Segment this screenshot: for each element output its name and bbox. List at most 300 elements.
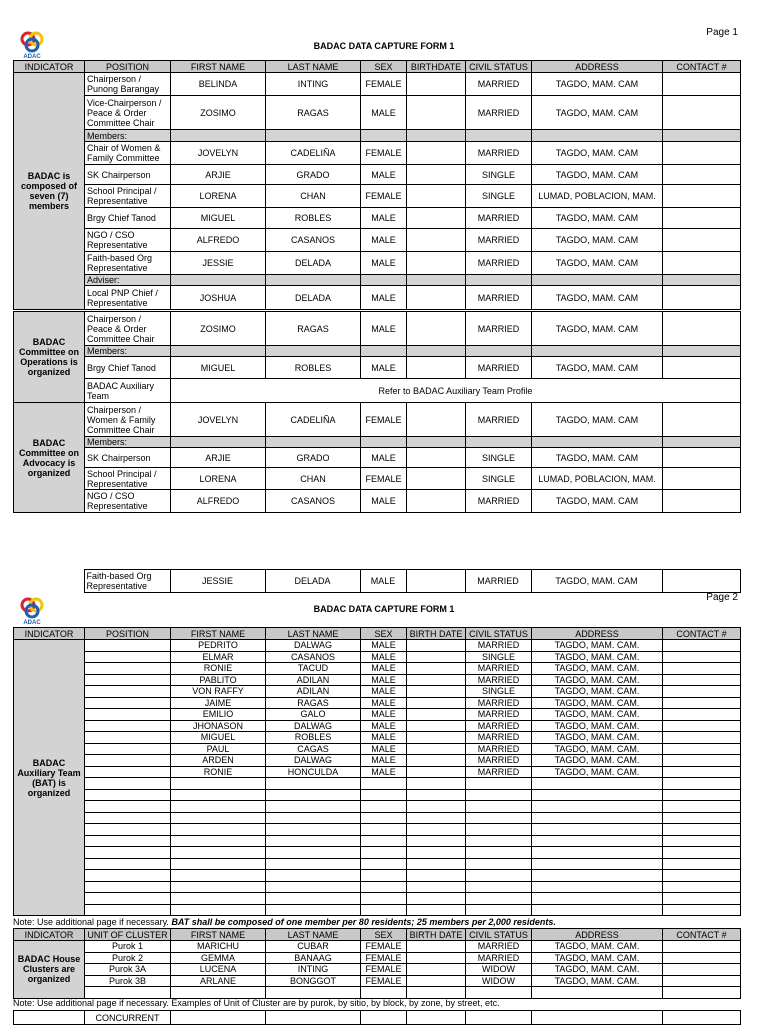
civil-status-cell[interactable]: MARRIED (466, 709, 532, 721)
birthdate-cell[interactable] (407, 952, 466, 964)
contact-cell[interactable] (663, 720, 741, 732)
birthdate-cell[interactable] (407, 870, 466, 882)
birthdate-cell[interactable] (407, 403, 466, 437)
last-name-cell[interactable]: INTING (266, 964, 361, 976)
address-cell[interactable]: TAGDO, MAM. CAM (532, 142, 663, 165)
civil-status-cell[interactable]: MARRIED (466, 732, 532, 744)
civil-status-cell[interactable]: MARRIED (466, 142, 532, 165)
unit-of-cluster-cell[interactable]: Purok 1 (85, 941, 171, 953)
contact-cell[interactable] (663, 697, 741, 709)
birthdate-cell[interactable] (407, 987, 466, 999)
last-name-cell[interactable] (266, 835, 361, 847)
unit-of-cluster-cell[interactable]: Purok 3A (85, 964, 171, 976)
position-cell[interactable] (85, 743, 171, 755)
civil-status-cell[interactable] (466, 778, 532, 790)
first-name-cell[interactable] (171, 904, 266, 916)
contact-cell[interactable] (663, 941, 741, 953)
civil-status-cell[interactable]: SINGLE (466, 686, 532, 698)
sex-cell[interactable] (361, 904, 407, 916)
first-name-cell[interactable]: MIGUEL (171, 357, 266, 379)
contact-cell[interactable] (663, 987, 741, 999)
birthdate-cell[interactable] (407, 73, 466, 96)
sex-cell[interactable] (361, 870, 407, 882)
contact-cell[interactable] (663, 847, 741, 859)
first-name-cell[interactable] (171, 824, 266, 836)
unit-of-cluster-cell[interactable]: Purok 2 (85, 952, 171, 964)
contact-cell[interactable] (663, 73, 741, 96)
contact-cell[interactable] (663, 835, 741, 847)
address-cell[interactable] (532, 904, 663, 916)
position-cell[interactable] (85, 835, 171, 847)
contact-cell[interactable] (663, 252, 741, 275)
sex-cell[interactable]: MALE (360, 570, 406, 593)
position-cell[interactable] (85, 893, 171, 905)
sex-cell[interactable] (361, 987, 407, 999)
sex-cell[interactable]: MALE (361, 674, 407, 686)
position-cell[interactable] (85, 881, 171, 893)
first-name-cell[interactable]: PAUL (171, 743, 266, 755)
contact-cell[interactable] (663, 870, 741, 882)
last-name-cell[interactable]: DALWAG (266, 755, 361, 767)
last-name-cell[interactable] (266, 893, 361, 905)
civil-status-cell[interactable]: MARRIED (466, 755, 532, 767)
address-cell[interactable]: TAGDO, MAM. CAM (531, 570, 662, 593)
first-name-cell[interactable]: LORENA (171, 468, 266, 490)
contact-cell[interactable] (663, 964, 741, 976)
birthdate-cell[interactable] (407, 824, 466, 836)
first-name-cell[interactable]: ALFREDO (171, 229, 266, 252)
position-cell[interactable] (85, 812, 171, 824)
civil-status-cell[interactable] (466, 904, 532, 916)
civil-status-cell[interactable]: MARRIED (466, 766, 532, 778)
birthdate-cell[interactable] (407, 941, 466, 953)
civil-status-cell[interactable] (466, 870, 532, 882)
position-cell[interactable] (85, 778, 171, 790)
last-name-cell[interactable]: ADILAN (266, 674, 361, 686)
sex-cell[interactable]: MALE (361, 663, 407, 675)
sex-cell[interactable] (361, 881, 407, 893)
address-cell[interactable]: TAGDO, MAM. CAM. (532, 686, 663, 698)
first-name-cell[interactable]: ZOSIMO (171, 312, 266, 346)
contact-cell[interactable] (663, 312, 741, 346)
last-name-cell[interactable]: CUBAR (266, 941, 361, 953)
last-name-cell[interactable]: RAGAS (266, 697, 361, 709)
first-name-cell[interactable]: MIGUEL (171, 732, 266, 744)
birthdate-cell[interactable] (407, 847, 466, 859)
first-name-cell[interactable]: MARICHU (171, 941, 266, 953)
civil-status-cell[interactable] (466, 801, 532, 813)
contact-cell[interactable] (663, 755, 741, 767)
birthdate-cell[interactable] (407, 720, 466, 732)
address-cell[interactable]: TAGDO, MAM. CAM (532, 490, 663, 513)
address-cell[interactable] (532, 847, 663, 859)
first-name-cell[interactable]: JOVELYN (171, 142, 266, 165)
last-name-cell[interactable]: DELADA (266, 252, 361, 275)
address-cell[interactable]: TAGDO, MAM. CAM (532, 73, 663, 96)
address-cell[interactable]: TAGDO, MAM. CAM. (532, 975, 663, 987)
position-cell[interactable] (85, 674, 171, 686)
last-name-cell[interactable]: DALWAG (266, 720, 361, 732)
sex-cell[interactable]: MALE (361, 286, 407, 310)
address-cell[interactable]: TAGDO, MAM. CAM (532, 357, 663, 379)
sex-cell[interactable]: MALE (361, 252, 407, 275)
contact-cell[interactable] (663, 732, 741, 744)
address-cell[interactable]: TAGDO, MAM. CAM (532, 312, 663, 346)
birthdate-cell[interactable] (407, 743, 466, 755)
contact-cell[interactable] (663, 858, 741, 870)
position-cell[interactable] (85, 755, 171, 767)
birthdate-cell[interactable] (407, 801, 466, 813)
first-name-cell[interactable] (171, 778, 266, 790)
first-name-cell[interactable]: LUCENA (171, 964, 266, 976)
birthdate-cell[interactable] (407, 964, 466, 976)
position-cell[interactable] (85, 870, 171, 882)
birthdate-cell[interactable] (407, 789, 466, 801)
birthdate-cell[interactable] (407, 663, 466, 675)
birthdate-cell[interactable] (407, 229, 466, 252)
birthdate-cell[interactable] (407, 732, 466, 744)
civil-status-cell[interactable]: MARRIED (466, 357, 532, 379)
address-cell[interactable] (532, 987, 663, 999)
position-cell[interactable] (85, 697, 171, 709)
contact-cell[interactable] (663, 743, 741, 755)
civil-status-cell[interactable]: MARRIED (466, 403, 532, 437)
address-cell[interactable] (532, 801, 663, 813)
last-name-cell[interactable]: GRADO (266, 448, 361, 468)
position-cell[interactable] (85, 651, 171, 663)
sex-cell[interactable]: MALE (361, 357, 407, 379)
address-cell[interactable]: TAGDO, MAM. CAM. (532, 755, 663, 767)
last-name-cell[interactable] (266, 870, 361, 882)
contact-cell[interactable] (663, 778, 741, 790)
last-name-cell[interactable]: CASANOS (266, 229, 361, 252)
position-cell[interactable] (85, 824, 171, 836)
civil-status-cell[interactable]: MARRIED (466, 743, 532, 755)
last-name-cell[interactable]: ROBLES (266, 357, 361, 379)
first-name-cell[interactable] (171, 801, 266, 813)
contact-cell[interactable] (663, 490, 741, 513)
sex-cell[interactable]: MALE (361, 766, 407, 778)
civil-status-cell[interactable] (466, 987, 532, 999)
address-cell[interactable]: TAGDO, MAM. CAM (532, 96, 663, 130)
civil-status-cell[interactable]: MARRIED (466, 252, 532, 275)
civil-status-cell[interactable]: MARRIED (466, 640, 532, 652)
sex-cell[interactable]: MALE (361, 490, 407, 513)
birthdate-cell[interactable] (407, 96, 466, 130)
address-cell[interactable]: TAGDO, MAM. CAM. (532, 964, 663, 976)
last-name-cell[interactable]: CASANOS (266, 490, 361, 513)
position-cell[interactable] (85, 766, 171, 778)
birthdate-cell[interactable] (407, 893, 466, 905)
sex-cell[interactable]: FEMALE (361, 142, 407, 165)
civil-status-cell[interactable] (466, 881, 532, 893)
address-cell[interactable]: TAGDO, MAM. CAM. (532, 674, 663, 686)
birthdate-cell[interactable] (407, 858, 466, 870)
first-name-cell[interactable]: BELINDA (171, 73, 266, 96)
birthdate-cell[interactable] (407, 766, 466, 778)
first-name-cell[interactable]: JESSIE (170, 570, 265, 593)
contact-cell[interactable] (663, 801, 741, 813)
birthdate-cell[interactable] (407, 468, 466, 490)
sex-cell[interactable] (361, 801, 407, 813)
sex-cell[interactable]: MALE (361, 743, 407, 755)
last-name-cell[interactable]: TACUD (266, 663, 361, 675)
first-name-cell[interactable]: ARLANE (171, 975, 266, 987)
last-name-cell[interactable] (266, 987, 361, 999)
first-name-cell[interactable]: JESSIE (171, 252, 266, 275)
first-name-cell[interactable] (171, 812, 266, 824)
contact-cell[interactable] (663, 403, 741, 437)
last-name-cell[interactable]: CAGAS (266, 743, 361, 755)
birthdate-cell[interactable] (406, 570, 465, 593)
last-name-cell[interactable]: RAGAS (266, 96, 361, 130)
position-cell[interactable] (85, 858, 171, 870)
first-name-cell[interactable]: VON RAFFY (171, 686, 266, 698)
first-name-cell[interactable]: ARJIE (171, 448, 266, 468)
unit-of-cluster-cell[interactable]: Purok 3B (85, 975, 171, 987)
first-name-cell[interactable]: JAIME (171, 697, 266, 709)
birthdate-cell[interactable] (407, 142, 466, 165)
sex-cell[interactable]: MALE (361, 651, 407, 663)
last-name-cell[interactable]: HONCULDA (266, 766, 361, 778)
address-cell[interactable] (532, 881, 663, 893)
birthdate-cell[interactable] (407, 904, 466, 916)
contact-cell[interactable] (663, 709, 741, 721)
address-cell[interactable]: TAGDO, MAM. CAM. (532, 720, 663, 732)
last-name-cell[interactable]: BONGGOT (266, 975, 361, 987)
sex-cell[interactable]: FEMALE (361, 185, 407, 208)
address-cell[interactable] (532, 778, 663, 790)
address-cell[interactable]: TAGDO, MAM. CAM. (532, 941, 663, 953)
address-cell[interactable] (532, 858, 663, 870)
last-name-cell[interactable] (266, 801, 361, 813)
contact-cell[interactable] (663, 674, 741, 686)
sex-cell[interactable]: FEMALE (361, 468, 407, 490)
birthdate-cell[interactable] (407, 835, 466, 847)
first-name-cell[interactable]: RONIE (171, 663, 266, 675)
first-name-cell[interactable] (171, 847, 266, 859)
first-name-cell[interactable] (171, 987, 266, 999)
first-name-cell[interactable] (171, 789, 266, 801)
position-cell[interactable] (85, 732, 171, 744)
contact-cell[interactable] (663, 208, 741, 229)
contact-cell[interactable] (663, 185, 741, 208)
first-name-cell[interactable]: RONIE (171, 766, 266, 778)
contact-cell[interactable] (662, 570, 740, 593)
first-name-cell[interactable] (171, 870, 266, 882)
last-name-cell[interactable]: GALO (266, 709, 361, 721)
birthdate-cell[interactable] (407, 755, 466, 767)
birthdate-cell[interactable] (407, 975, 466, 987)
contact-cell[interactable] (663, 812, 741, 824)
last-name-cell[interactable]: CHAN (266, 185, 361, 208)
contact-cell[interactable] (663, 142, 741, 165)
birthdate-cell[interactable] (407, 312, 466, 346)
civil-status-cell[interactable]: SINGLE (466, 165, 532, 185)
first-name-cell[interactable]: ARJIE (171, 165, 266, 185)
sex-cell[interactable]: FEMALE (361, 964, 407, 976)
birthdate-cell[interactable] (407, 165, 466, 185)
contact-cell[interactable] (663, 904, 741, 916)
first-name-cell[interactable]: MIGUEL (171, 208, 266, 229)
first-name-cell[interactable]: GEMMA (171, 952, 266, 964)
civil-status-cell[interactable]: MARRIED (466, 229, 532, 252)
sex-cell[interactable]: FEMALE (361, 941, 407, 953)
sex-cell[interactable]: MALE (361, 448, 407, 468)
first-name-cell[interactable]: PABLITO (171, 674, 266, 686)
civil-status-cell[interactable]: MARRIED (466, 941, 532, 953)
birthdate-cell[interactable] (407, 812, 466, 824)
address-cell[interactable] (532, 789, 663, 801)
address-cell[interactable]: LUMAD, POBLACION, MAM. (532, 468, 663, 490)
contact-cell[interactable] (663, 881, 741, 893)
address-cell[interactable]: TAGDO, MAM. CAM (532, 403, 663, 437)
contact-cell[interactable] (663, 357, 741, 379)
address-cell[interactable]: TAGDO, MAM. CAM (532, 165, 663, 185)
sex-cell[interactable] (361, 893, 407, 905)
last-name-cell[interactable] (266, 904, 361, 916)
birthdate-cell[interactable] (407, 686, 466, 698)
civil-status-cell[interactable]: SINGLE (466, 651, 532, 663)
position-cell[interactable] (85, 847, 171, 859)
position-cell[interactable] (85, 709, 171, 721)
contact-cell[interactable] (663, 766, 741, 778)
contact-cell[interactable] (663, 286, 741, 310)
contact-cell[interactable] (663, 468, 741, 490)
birthdate-cell[interactable] (407, 674, 466, 686)
address-cell[interactable]: TAGDO, MAM. CAM. (532, 709, 663, 721)
birthdate-cell[interactable] (407, 778, 466, 790)
first-name-cell[interactable]: JOSHUA (171, 286, 266, 310)
address-cell[interactable]: TAGDO, MAM. CAM (532, 448, 663, 468)
civil-status-cell[interactable]: MARRIED (466, 312, 532, 346)
address-cell[interactable]: TAGDO, MAM. CAM. (532, 651, 663, 663)
address-cell[interactable] (532, 893, 663, 905)
contact-cell[interactable] (663, 686, 741, 698)
contact-cell[interactable] (663, 640, 741, 652)
position-cell[interactable] (85, 663, 171, 675)
last-name-cell[interactable]: CASANOS (266, 651, 361, 663)
contact-cell[interactable] (663, 229, 741, 252)
last-name-cell[interactable] (266, 789, 361, 801)
address-cell[interactable]: TAGDO, MAM. CAM. (532, 697, 663, 709)
first-name-cell[interactable] (171, 893, 266, 905)
sex-cell[interactable]: MALE (361, 96, 407, 130)
last-name-cell[interactable]: BANAAG (266, 952, 361, 964)
sex-cell[interactable]: FEMALE (361, 975, 407, 987)
address-cell[interactable]: TAGDO, MAM. CAM. (532, 766, 663, 778)
birthdate-cell[interactable] (407, 651, 466, 663)
sex-cell[interactable]: MALE (361, 709, 407, 721)
address-cell[interactable]: TAGDO, MAM. CAM. (532, 952, 663, 964)
civil-status-cell[interactable] (466, 847, 532, 859)
birthdate-cell[interactable] (407, 709, 466, 721)
civil-status-cell[interactable]: WIDOW (466, 975, 532, 987)
unit-of-cluster-cell[interactable] (85, 987, 171, 999)
first-name-cell[interactable] (171, 858, 266, 870)
last-name-cell[interactable] (266, 812, 361, 824)
last-name-cell[interactable]: DALWAG (266, 640, 361, 652)
civil-status-cell[interactable]: MARRIED (466, 490, 532, 513)
address-cell[interactable]: TAGDO, MAM. CAM (532, 286, 663, 310)
first-name-cell[interactable]: ALFREDO (171, 490, 266, 513)
birthdate-cell[interactable] (407, 697, 466, 709)
sex-cell[interactable] (361, 778, 407, 790)
birthdate-cell[interactable] (407, 286, 466, 310)
last-name-cell[interactable]: ROBLES (266, 732, 361, 744)
contact-cell[interactable] (663, 96, 741, 130)
birthdate-cell[interactable] (407, 185, 466, 208)
first-name-cell[interactable]: ZOSIMO (171, 96, 266, 130)
contact-cell[interactable] (663, 824, 741, 836)
first-name-cell[interactable]: LORENA (171, 185, 266, 208)
civil-status-cell[interactable]: MARRIED (466, 697, 532, 709)
address-cell[interactable]: TAGDO, MAM. CAM. (532, 663, 663, 675)
sex-cell[interactable]: MALE (361, 165, 407, 185)
sex-cell[interactable] (361, 858, 407, 870)
contact-cell[interactable] (663, 952, 741, 964)
first-name-cell[interactable]: JOVELYN (171, 403, 266, 437)
sex-cell[interactable]: MALE (361, 755, 407, 767)
birthdate-cell[interactable] (407, 208, 466, 229)
civil-status-cell[interactable]: MARRIED (466, 73, 532, 96)
sex-cell[interactable] (361, 824, 407, 836)
address-cell[interactable]: TAGDO, MAM. CAM. (532, 732, 663, 744)
sex-cell[interactable]: MALE (361, 640, 407, 652)
contact-cell[interactable] (663, 448, 741, 468)
civil-status-cell[interactable]: MARRIED (466, 663, 532, 675)
sex-cell[interactable]: FEMALE (361, 403, 407, 437)
address-cell[interactable]: TAGDO, MAM. CAM (532, 252, 663, 275)
sex-cell[interactable]: MALE (361, 208, 407, 229)
last-name-cell[interactable]: CADELIÑA (266, 142, 361, 165)
first-name-cell[interactable] (171, 835, 266, 847)
last-name-cell[interactable] (266, 881, 361, 893)
sex-cell[interactable]: MALE (361, 686, 407, 698)
civil-status-cell[interactable] (466, 893, 532, 905)
last-name-cell[interactable]: INTING (266, 73, 361, 96)
sex-cell[interactable]: MALE (361, 697, 407, 709)
civil-status-cell[interactable]: MARRIED (466, 96, 532, 130)
last-name-cell[interactable] (266, 824, 361, 836)
first-name-cell[interactable]: ARDEN (171, 755, 266, 767)
sex-cell[interactable] (361, 789, 407, 801)
civil-status-cell[interactable]: MARRIED (465, 570, 531, 593)
sex-cell[interactable] (361, 835, 407, 847)
address-cell[interactable] (532, 835, 663, 847)
position-cell[interactable] (85, 720, 171, 732)
civil-status-cell[interactable]: SINGLE (466, 185, 532, 208)
last-name-cell[interactable]: CHAN (266, 468, 361, 490)
address-cell[interactable] (532, 812, 663, 824)
birthdate-cell[interactable] (407, 640, 466, 652)
last-name-cell[interactable] (266, 778, 361, 790)
address-cell[interactable]: TAGDO, MAM. CAM. (532, 640, 663, 652)
civil-status-cell[interactable]: SINGLE (466, 468, 532, 490)
sex-cell[interactable] (361, 812, 407, 824)
position-cell[interactable] (85, 789, 171, 801)
civil-status-cell[interactable]: MARRIED (466, 674, 532, 686)
birthdate-cell[interactable] (407, 357, 466, 379)
sex-cell[interactable]: FEMALE (361, 73, 407, 96)
contact-cell[interactable] (663, 651, 741, 663)
sex-cell[interactable]: MALE (361, 732, 407, 744)
first-name-cell[interactable]: JHONASON (171, 720, 266, 732)
first-name-cell[interactable] (171, 881, 266, 893)
civil-status-cell[interactable]: MARRIED (466, 952, 532, 964)
position-cell[interactable] (85, 801, 171, 813)
birthdate-cell[interactable] (407, 252, 466, 275)
